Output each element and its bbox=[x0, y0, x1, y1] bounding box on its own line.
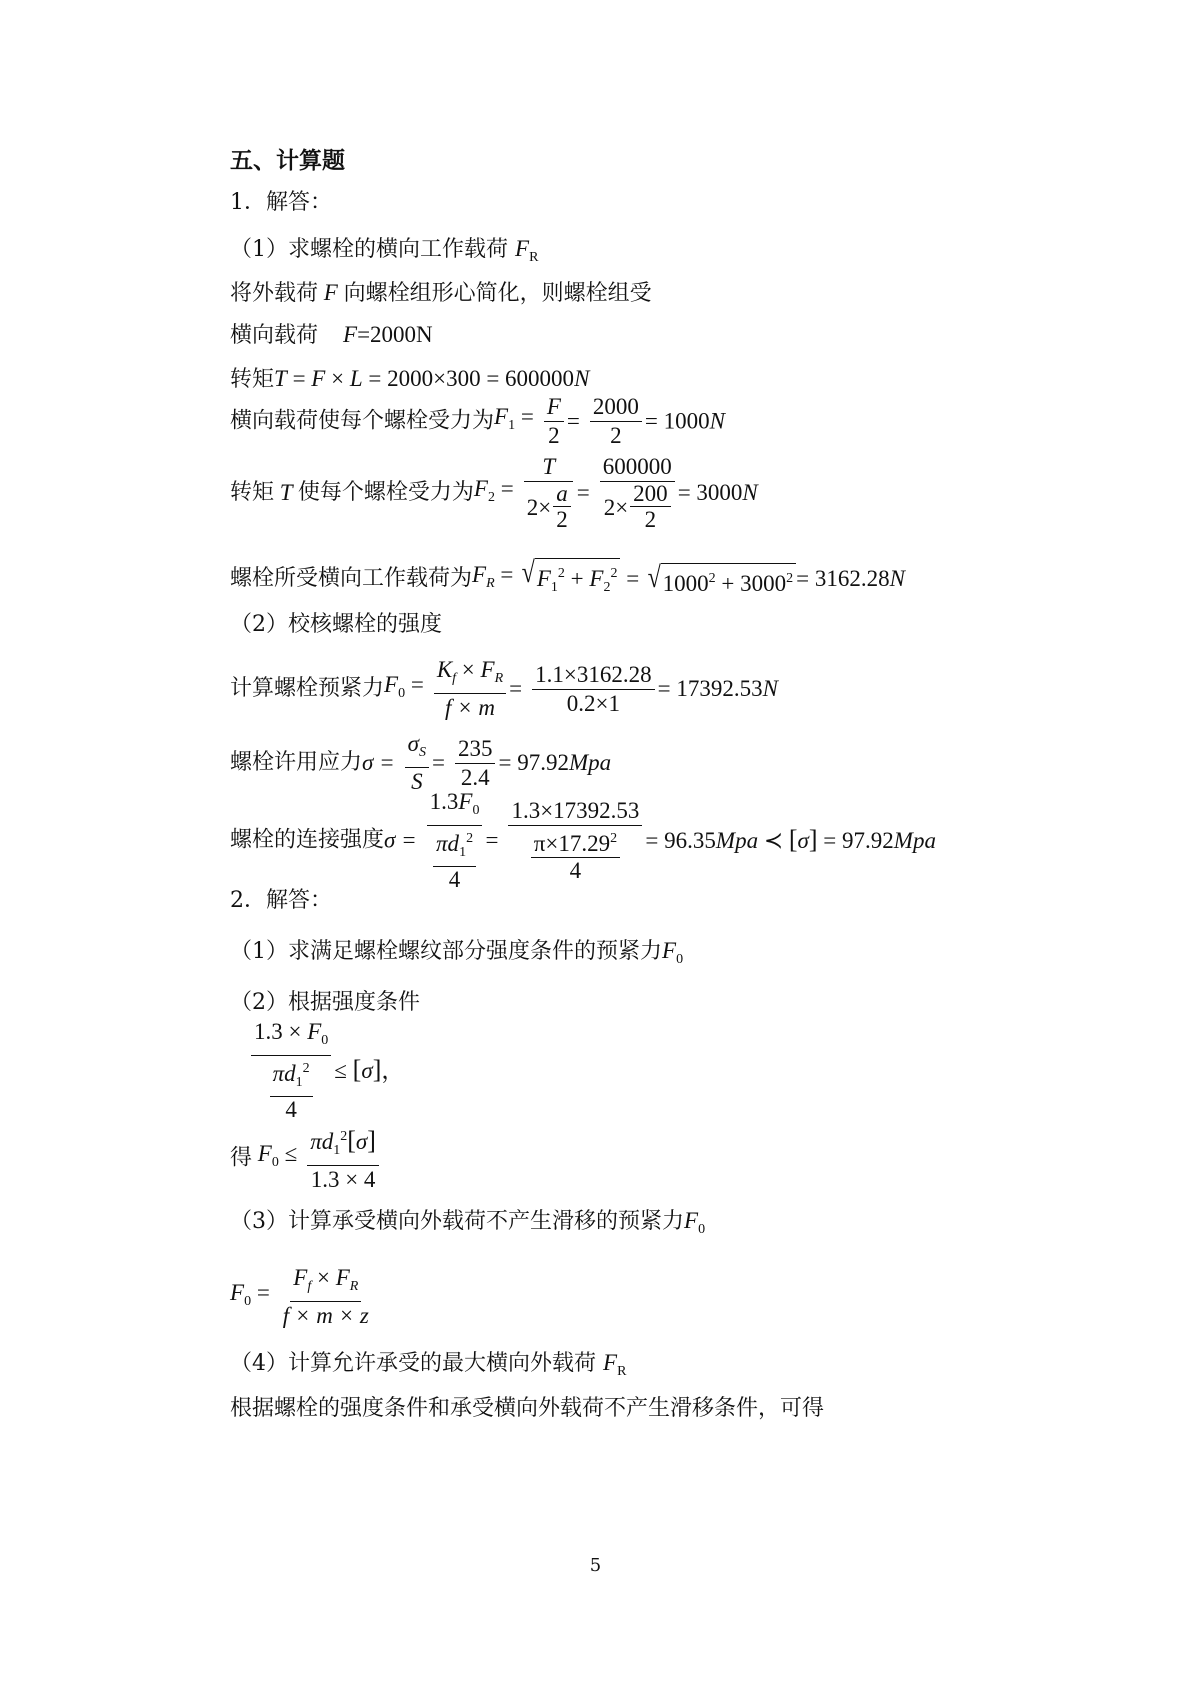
answer2-step4: （4）计算允许承受的最大横向外载荷 $F_R$ bbox=[230, 1350, 627, 1379]
answer2-step2: （2）根据强度条件 bbox=[230, 990, 420, 1015]
page-number: 5 bbox=[589, 1555, 602, 1576]
f1-fraction-a: $\frac{F}{2}$ bbox=[544, 395, 564, 448]
strength-fraction-a: $\frac{1.3F_0}{\frac{\pi d_1^2}{4}}$ bbox=[427, 790, 483, 891]
sqrt-f1-f2: √ $F_1^2 + F_2^2$ bbox=[520, 558, 620, 600]
answer1-step2: （2）校核螺栓的强度 bbox=[230, 612, 442, 637]
answer2-conclusion: 根据螺栓的强度条件和承受横向外载荷不产生滑移条件，可得 bbox=[230, 1396, 825, 1421]
condition-fraction: $\frac{1.3 \times F_0}{\frac{\pi d_1^2}{4}}$ bbox=[251, 1020, 331, 1121]
answer1-step1 bbox=[230, 236, 538, 271]
sigma-fraction-b: $\frac{235}{2.4}$ bbox=[455, 737, 496, 790]
section-title: 五、计算题 bbox=[230, 147, 345, 174]
sigma-fraction-a: $\frac{\sigma_S}{S}$ bbox=[405, 732, 429, 794]
f2-fraction-a: T 2× $\frac{a}{2}$ bbox=[524, 455, 574, 531]
f1-equation: 横向载荷使每个螺栓受力为$F_1$ = $\frac{F}{2}$ = $\frac{2000}{2}$ = 1000N bbox=[230, 394, 725, 448]
sqrt-values: √ $1000^2 + 3000^2$ bbox=[646, 563, 796, 596]
f0-equation: 计算螺栓预紧力$F_0$ = $\frac{K_f \times F_R}{f \times m}$ = $\frac{1.1\times 3162.28}{0.2\times 1}$ = 17392.53N bbox=[230, 657, 778, 720]
f0-fraction-b: $\frac{1.1\times 3162.28}{0.2\times 1}$ bbox=[532, 663, 654, 716]
answer1-heading: 1．解答： bbox=[230, 190, 332, 215]
step1-text: （1）求螺栓的横向工作载荷 bbox=[230, 237, 508, 262]
strength-fraction-b: $\frac{1.3\times 17392.53}{\frac{\pi\times 17.29^2}{4}}$ bbox=[508, 799, 642, 882]
slip-equation: $F_0$ = $\frac{F_f \times F_R}{f \times m \times z}$ bbox=[230, 1266, 375, 1328]
lateral-load-line: 横向载荷 F=2000N bbox=[230, 322, 433, 348]
strength-equation: 螺栓的连接强度σ = $\frac{1.3F_0}{\frac{\pi d_1^2}{4}}$ = $\frac{1.3\times 17392.53}{\frac{\pi\times 17.29^2}{4}}$ = 96.35Mpa ≺ [σ] = 97.92Mpa bbox=[230, 789, 936, 892]
answer2-step1: （1）求满足螺栓螺纹部分强度条件的预紧力$F_0$ bbox=[230, 938, 684, 967]
derive-fraction: $\frac{\pi d_1^2[\sigma]}{1.3 \times 4}$ bbox=[307, 1125, 379, 1192]
fr-symbol: $F_R$ bbox=[515, 236, 539, 265]
fr-equation: 螺栓所受横向工作载荷为$F_R$ = √ $F_1^2 + F_2^2$ = √ $1000^2 + 3000^2$ = 3162.28N bbox=[230, 558, 905, 600]
f2-equation: 转矩 T 使每个螺栓受力为$F_2$ = T 2× $\frac{a}{2}$ = 600000 2× $\frac{200}{2}$ = 3000N bbox=[230, 454, 758, 532]
answer2-heading: 2．解答： bbox=[230, 888, 332, 913]
torque-line: 转矩T = F × L = 2000×300 = 600000N bbox=[230, 366, 590, 392]
f1-fraction-b: $\frac{2000}{2}$ bbox=[590, 395, 642, 448]
slip-fraction: $\frac{F_f \times F_R}{f \times m \times z}$ bbox=[282, 1265, 369, 1328]
allowable-stress-equation: 螺栓许用应力σ = $\frac{\sigma_S}{S}$ = $\frac{235}{2.4}$ = 97.92Mpa bbox=[230, 731, 612, 794]
simplify-line: 将外载荷 F 向螺栓组形心简化，则螺栓组受 bbox=[230, 280, 652, 306]
f2-fraction-b: 600000 2× $\frac{200}{2}$ bbox=[600, 455, 675, 531]
f0-derivation: 得 $F_0$ ≤ $\frac{\pi d_1^2[\sigma]}{1.3 \times 4}$ bbox=[230, 1125, 382, 1192]
f0-fraction-a: $\frac{K_f \times F_R}{f \times m}$ bbox=[434, 658, 506, 720]
answer2-step3: （3）计算承受横向外载荷不产生滑移的预紧力$F_0$ bbox=[230, 1208, 706, 1237]
strength-condition: $\frac{1.3 \times F_0}{\frac{\pi d_1^2}{4}}$ ≤ [σ]， bbox=[248, 1020, 404, 1121]
